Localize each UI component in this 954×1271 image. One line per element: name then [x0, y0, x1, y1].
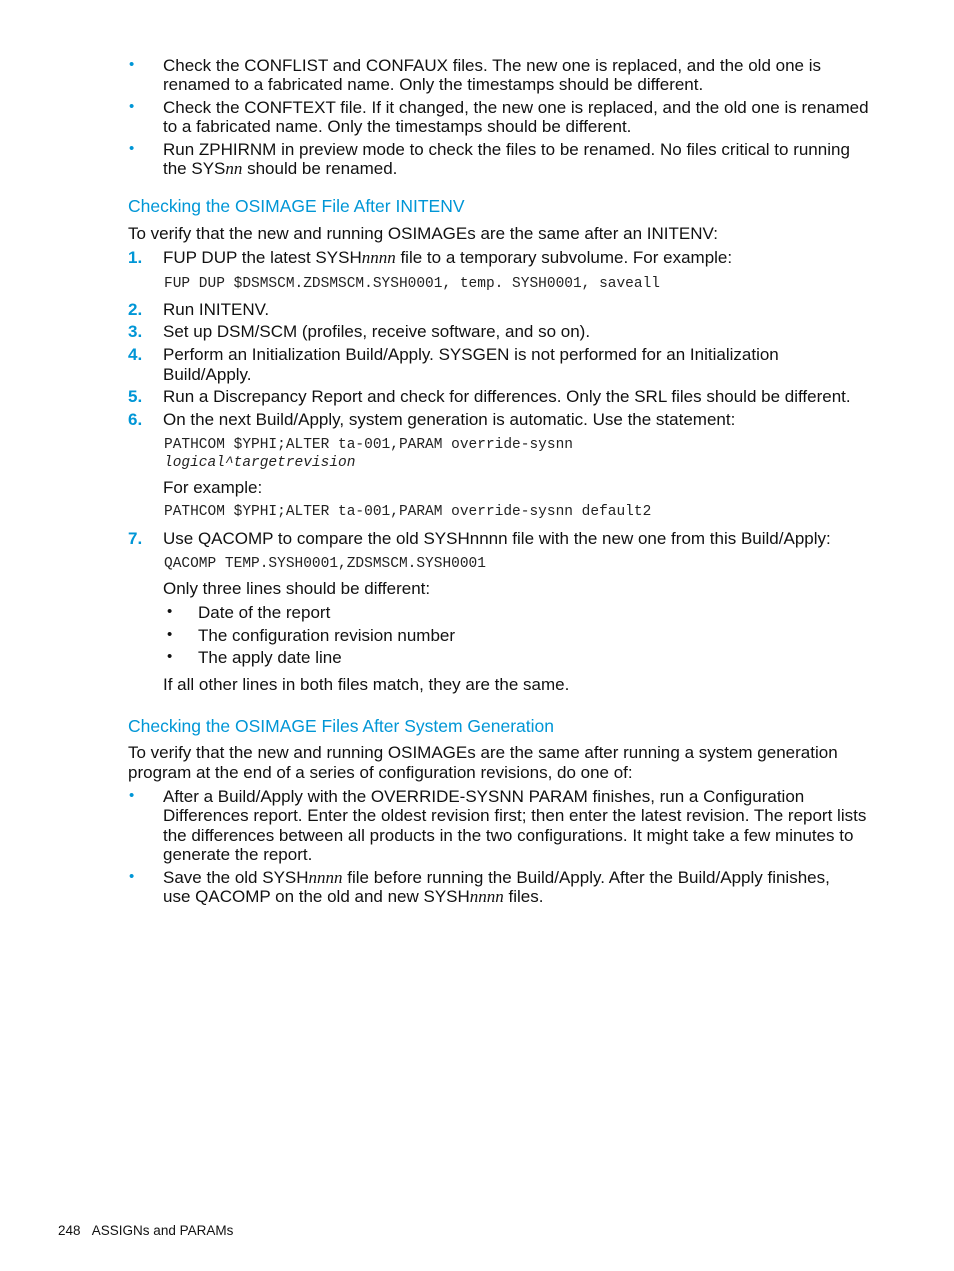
intro-bullet-3-line-1: Run ZPHIRNM in preview mode to check the files to be renamed. No files critical to running [163, 140, 850, 159]
bullet-marker: • [129, 56, 135, 73]
step-6-example-label: For example: [163, 478, 263, 497]
chapter-title: ASSIGNs and PARAMs [91, 1223, 234, 1238]
step-4-line-1: Perform an Initialization Build/Apply. SYSGEN is not performed for an Initialization [163, 345, 779, 364]
bullet-marker: • [167, 648, 173, 665]
page-number: 248 [58, 1223, 81, 1238]
bullet-marker: • [129, 868, 135, 885]
section1-intro: To verify that the new and running OSIMAGEs are the same after an INITENV: [128, 224, 718, 243]
section-heading-initenv: Checking the OSIMAGE File After INITENV [128, 196, 465, 216]
intro-bullet-3-line-2: the SYSnn should be renamed. [163, 159, 398, 178]
step-1-code: FUP DUP $DSMSCM.ZDSMSCM.SYSH0001, temp. SYSH0001, saveall [164, 276, 660, 292]
step-1-text: FUP DUP the latest SYSHnnnn file to a temporary subvolume. For example: [163, 248, 733, 267]
step-7-diff-intro: Only three lines should be different: [163, 579, 431, 598]
intro-bullet-1-line-1: Check the CONFLIST and CONFAUX files. The new one is replaced, and the old one is [163, 56, 821, 75]
section2-intro-line-2: program at the end of a series of configuration revisions, do one of: [128, 763, 633, 782]
section2-bullet-1-line-1: After a Build/Apply with the OVERRIDE-SYSNN PARAM finishes, run a Configuration [163, 787, 805, 806]
step-number: 5. [128, 387, 143, 406]
bullet-marker: • [129, 140, 135, 157]
bullet-marker: • [129, 787, 135, 804]
step-5-text: Run a Discrepancy Report and check for differences. Only the SRL files should be different. [163, 387, 851, 406]
step-number: 4. [128, 345, 143, 364]
step-7-text: Use QACOMP to compare the old SYSHnnnn file with the new one from this Build/Apply: [163, 529, 831, 548]
step-6-code-1: PATHCOM $YPHI;ALTER ta-001,PARAM override-sysnn [164, 437, 573, 453]
intro-bullet-1-line-2: renamed to a fabricated name. Only the timestamps should be different. [163, 75, 704, 94]
step-6-text: On the next Build/Apply, system generation is automatic. Use the statement: [163, 410, 736, 429]
step-number: 1. [128, 248, 143, 267]
step-number: 6. [128, 410, 143, 429]
step-6-code-2: logical^targetrevision [164, 455, 356, 471]
diff-item: Date of the report [198, 603, 331, 622]
section-heading-system-generation: Checking the OSIMAGE Files After System Generation [128, 716, 555, 736]
step-number: 3. [128, 322, 143, 341]
step-3-text: Set up DSM/SCM (profiles, receive software, and so on). [163, 322, 591, 341]
bullet-marker: • [167, 626, 173, 643]
step-7-code: QACOMP TEMP.SYSH0001,ZDSMSCM.SYSH0001 [164, 556, 486, 572]
section2-bullet-1-line-4: generate the report. [163, 845, 313, 864]
diff-item: The apply date line [198, 648, 342, 667]
step-number: 7. [128, 529, 143, 548]
step-6-code-3: PATHCOM $YPHI;ALTER ta-001,PARAM override-sysnn default2 [164, 504, 652, 520]
section2-bullet-1-line-3: the differences between all products in the two configurations. It might take a few minutes to [163, 826, 854, 845]
diff-item: The configuration revision number [198, 626, 456, 645]
intro-bullet-2-line-2: to a fabricated name. Only the timestamps should be different. [163, 117, 632, 136]
bullet-marker: • [129, 98, 135, 115]
bullet-marker: • [167, 603, 173, 620]
step-number: 2. [128, 300, 143, 319]
page-footer [58, 1223, 233, 1238]
step-7-closing: If all other lines in both files match, they are the same. [163, 675, 570, 694]
section2-bullet-1-line-2: Differences report. Enter the oldest revision first; then enter the latest revision. The report lists [163, 806, 867, 825]
step-2-text: Run INITENV. [163, 300, 270, 319]
section2-bullet-2-line-1: Save the old SYSHnnnn file before running the Build/Apply. After the Build/Apply finishes, [163, 868, 830, 887]
section2-intro-line-1: To verify that the new and running OSIMAGEs are the same after running a system generation [128, 743, 838, 762]
intro-bullet-2-line-1: Check the CONFTEXT file. If it changed, the new one is replaced, and the old one is renamed [163, 98, 869, 117]
step-4-line-2: Build/Apply. [163, 365, 252, 384]
section2-bullet-2-line-2: use QACOMP on the old and new SYSHnnnn files. [163, 887, 544, 906]
